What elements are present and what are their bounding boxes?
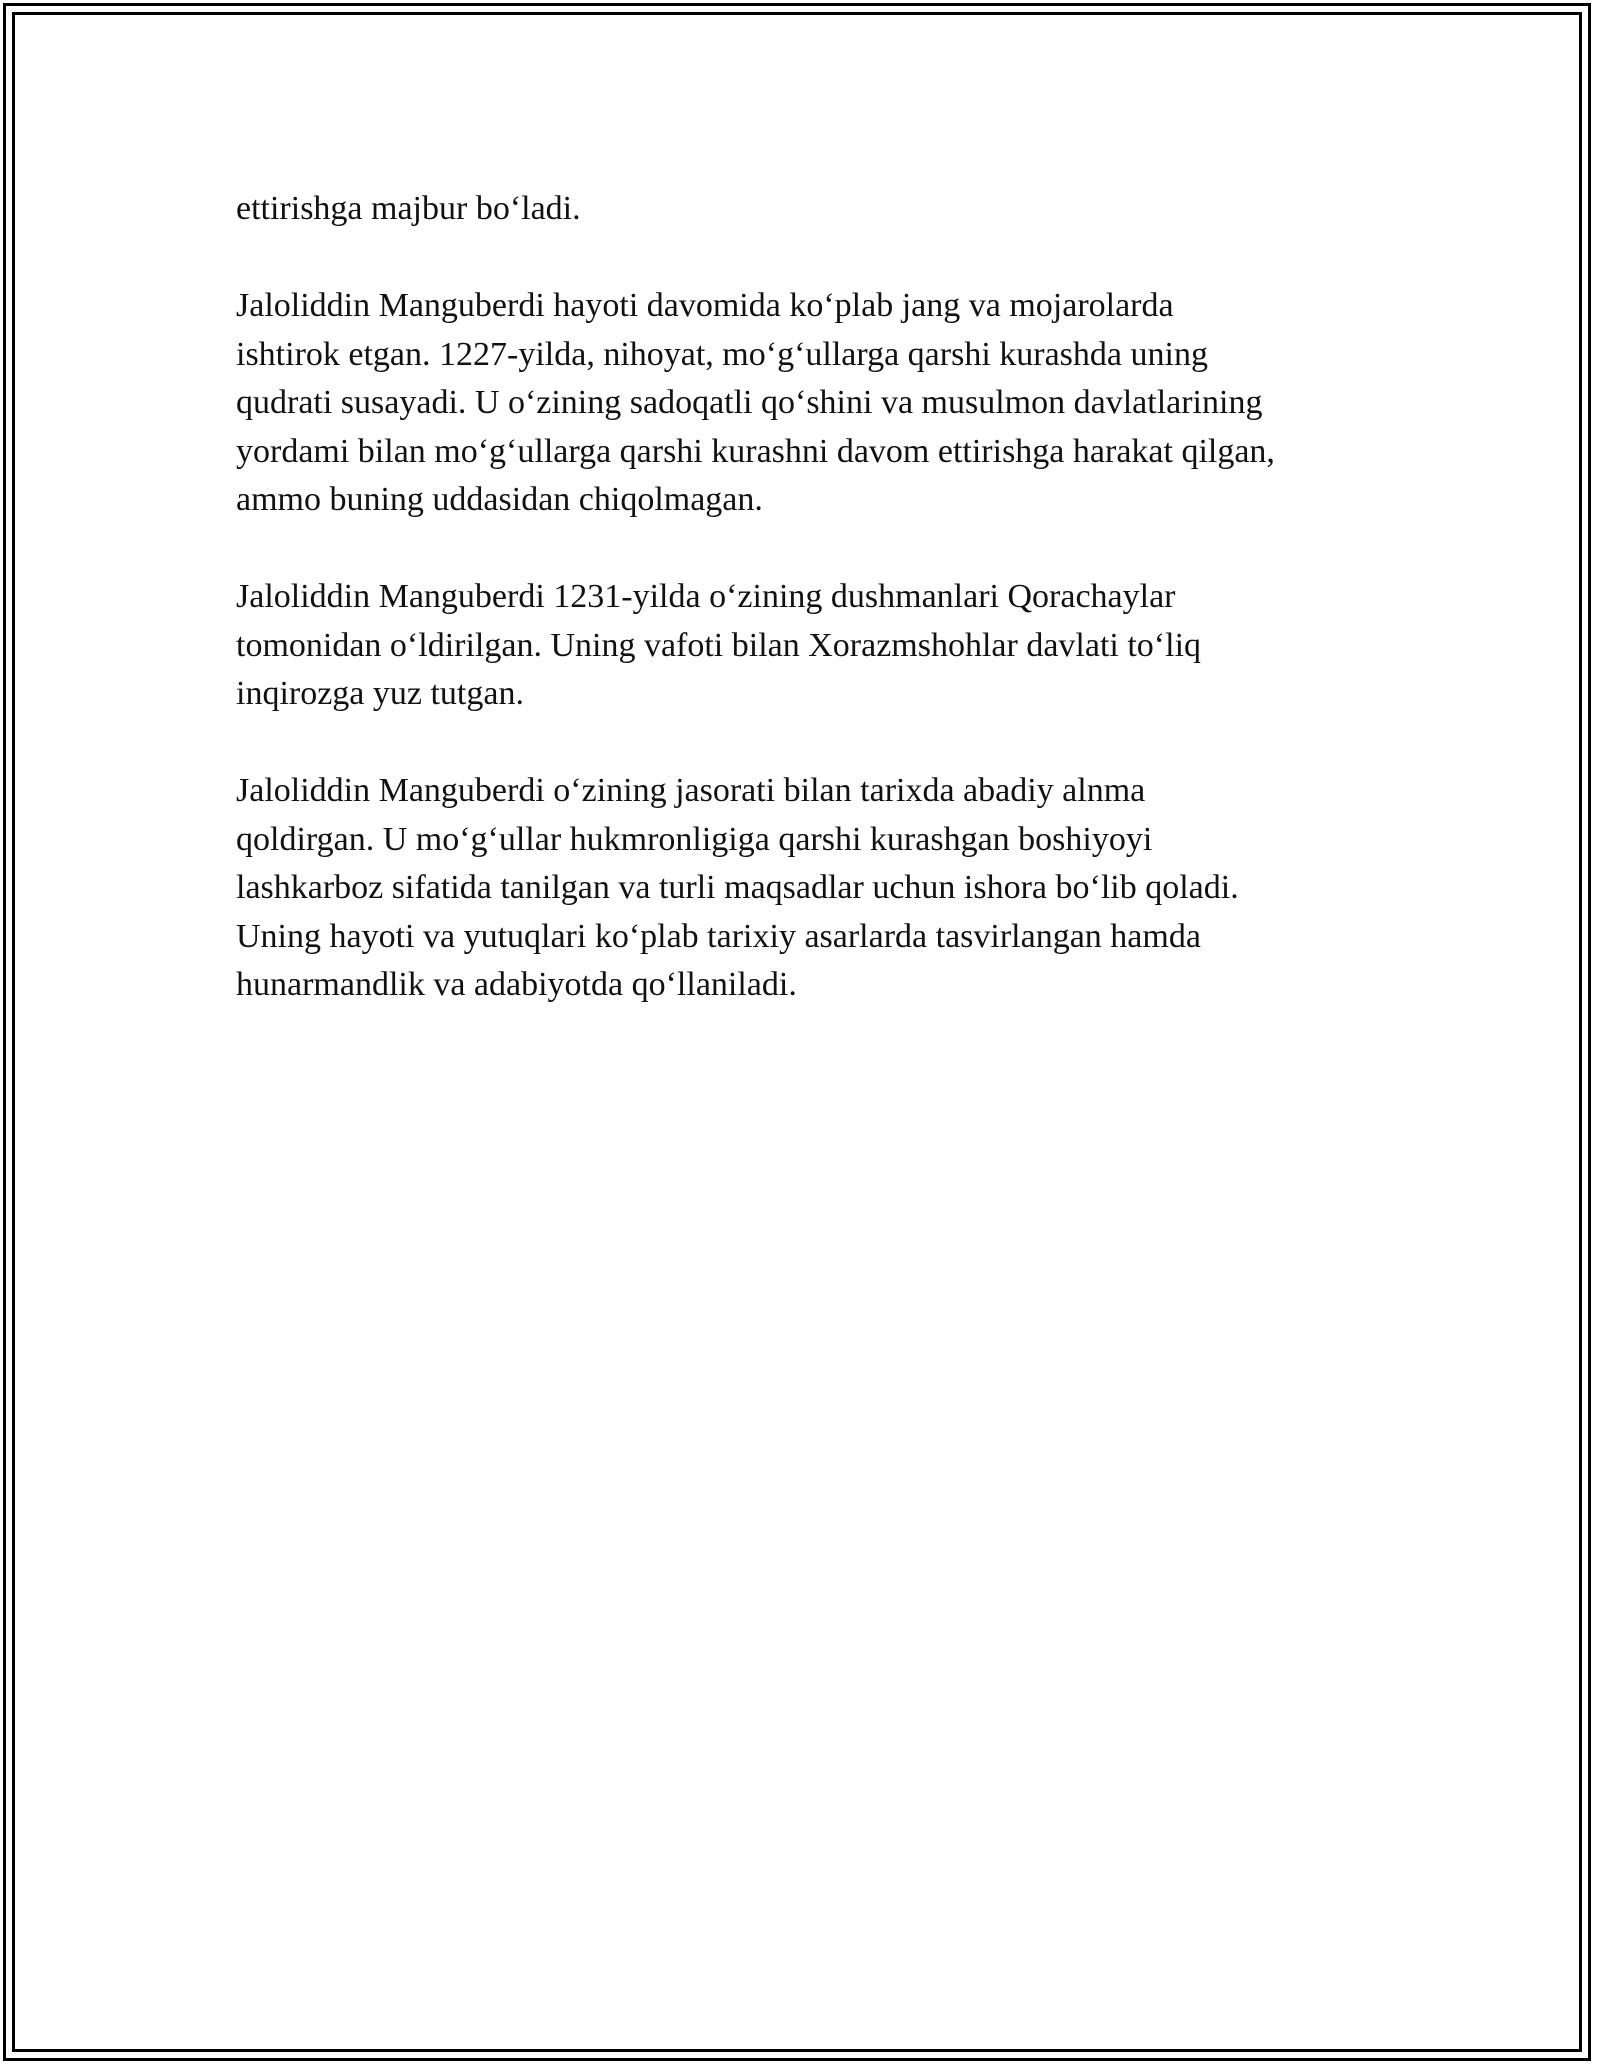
paragraph-1: ettirishga majbur bo‘ladi. bbox=[236, 190, 581, 227]
document-body bbox=[236, 185, 1376, 1058]
paragraph-2: Jaloliddin Manguberdi hayoti davomida ko‘plab jang va mojarolarda ishtirok etgan. 1227-yilda, nihoyat, mo‘g‘ullarga qarshi kurashda uning qudrati susayadi. U o‘zining sadoqatli qo‘shini va musulmon davlatlarining yordami bilan mo‘g‘ullarga qarshi kurashni davom ettirishga harakat qilgan, ammo buning uddasidan chiqolmagan. bbox=[236, 287, 1275, 518]
paragraph-4: Jaloliddin Manguberdi o‘zining jasorati bilan tarixda abadiy alnma qoldirgan. U mo‘g‘ullar hukmronligiga qarshi kurashgan boshiyoyi lashkarboz sifatida tanilgan va turli maqsadlar uchun ishora bo‘lib qoladi. Uning hayoti va yutuqlari ko‘plab tarixiy asarlarda tasvirlangan hamda hunarmandlik va adabiyotda qo‘llaniladi. bbox=[236, 772, 1239, 1003]
paragraph-3: Jaloliddin Manguberdi 1231-yilda o‘zining dushmanlari Qorachaylar tomonidan o‘ldirilgan. Uning vafoti bilan Xorazmshohlar davlati to‘liq inqirozga yuz tutgan. bbox=[236, 578, 1202, 712]
